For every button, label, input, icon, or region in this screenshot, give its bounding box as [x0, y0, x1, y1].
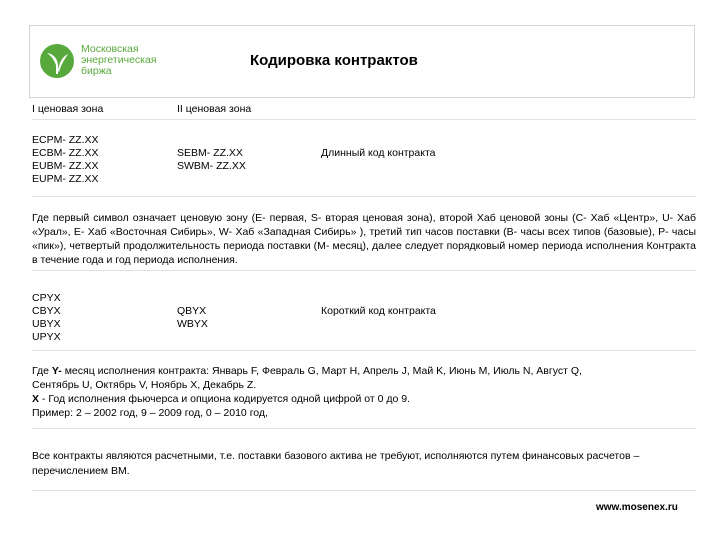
divider	[32, 428, 696, 429]
list-item: EUBM- ZZ.XX	[32, 160, 99, 172]
list-item: CPYX	[32, 292, 61, 304]
footer-website-link[interactable]: www.mosenex.ru	[596, 502, 678, 513]
exchange-logo-icon	[38, 41, 76, 81]
short-code-line-3: X - Год исполнения фьючерса и опциона кодируется одной цифрой от 0 до 9.	[32, 393, 410, 405]
zone1-heading: I ценовая зона	[32, 103, 104, 115]
short-code-zone2-list	[177, 305, 208, 331]
list-item: EUPM- ZZ.XX	[32, 173, 99, 185]
long-code-zone2-list	[177, 147, 246, 173]
short-code-description	[32, 364, 696, 420]
list-item: ECPM- ZZ.XX	[32, 134, 99, 146]
list-item: ECBM- ZZ.XX	[32, 147, 99, 159]
short-code-line-1: Где Y- месяц исполнения контракта: Январь F, Февраль G, Март H, Апрель J, Май K, Июнь M, Июль N, Август Q,	[32, 365, 582, 377]
list-item: SWBM- ZZ.XX	[177, 160, 246, 172]
settlement-note: Все контракты являются расчетными, т.е. поставки базового актива не требуют, исполняются путем финансовых расчетов – перечислением ВМ.	[32, 450, 640, 477]
page-title: Кодировка контрактов	[250, 52, 418, 69]
list-item: WBYX	[177, 318, 208, 330]
long-code-zone1-list	[32, 134, 99, 186]
logo-wordmark	[81, 44, 181, 77]
list-item: CBYX	[32, 305, 61, 317]
logo-line-1: Московская	[81, 43, 139, 55]
short-code-zone1-list	[32, 292, 61, 344]
logo-line-3: биржа	[81, 65, 112, 77]
divider	[32, 119, 696, 120]
long-code-label: Длинный код контракта	[321, 147, 436, 159]
short-code-label: Короткий код контракта	[321, 305, 436, 317]
logo-line-2: энергетическая	[81, 54, 157, 66]
list-item: SEBM- ZZ.XX	[177, 147, 243, 159]
short-code-line-2: Сентябрь U, Октябрь V, Ноябрь X, Декабрь Z.	[32, 379, 257, 391]
list-item: UBYX	[32, 318, 61, 330]
divider	[32, 270, 696, 271]
long-code-description: Где первый символ означает ценовую зону (E- первая, S- вторая ценовая зона), второй Хаб ценовой зоны (C- Хаб «Центр», U- Хаб «Урал», E- Хаб «Восточная Сибирь», W- Хаб «Западная Сибирь» ), третий тип часов поставки (B- часы всех типов (базовые), P- часы «пик»), четвертый продолжительность периода поставки (M- месяц), далее следует порядковый номер периода исполнения Контракта в течение года и год периода исполнения.	[32, 212, 696, 266]
divider	[32, 350, 696, 351]
divider	[32, 490, 696, 491]
list-item: UPYX	[32, 331, 61, 343]
divider	[32, 196, 696, 197]
zone2-heading: II ценовая зона	[177, 103, 252, 115]
list-item: QBYX	[177, 305, 207, 317]
short-code-line-4: Пример: 2 – 2002 год, 9 – 2009 год, 0 – 2010 год,	[32, 407, 268, 419]
